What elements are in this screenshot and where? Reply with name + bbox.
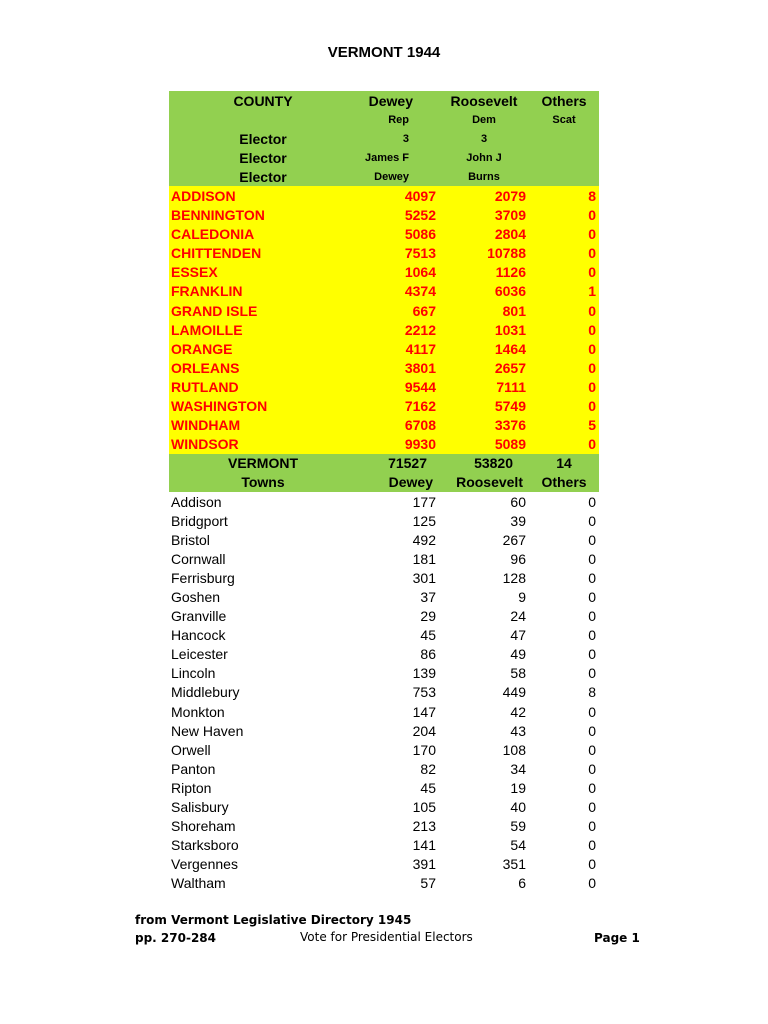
county-others-votes: 0 (588, 207, 596, 224)
county-row (169, 225, 599, 244)
county-row (169, 416, 599, 435)
county-dewey-votes: 3801 (404, 359, 436, 376)
county-name: ORANGE (171, 340, 233, 357)
county-roosevelt-votes: 7111 (496, 378, 526, 395)
town-row (169, 549, 599, 568)
county-others-votes: 0 (588, 378, 596, 395)
roosevelt-column-header: Roosevelt (450, 92, 518, 109)
county-others-votes: 0 (588, 340, 596, 357)
county-others-votes: 0 (588, 302, 596, 319)
footer-caption: Vote for Presidential Electors (300, 930, 473, 944)
town-row (169, 740, 599, 759)
town-row (169, 778, 599, 797)
county-name: ORLEANS (171, 359, 240, 376)
state-total-row (169, 454, 599, 473)
town-name: Waltham (171, 875, 226, 892)
dewey-first-name: James F (364, 151, 409, 164)
town-others-votes: 0 (588, 760, 596, 777)
town-others-votes: 0 (588, 856, 596, 873)
towns-others-header: Others (541, 474, 587, 491)
county-name: LAMOILLE (171, 321, 243, 338)
county-name: WASHINGTON (171, 398, 268, 415)
town-name: New Haven (171, 722, 244, 739)
county-dewey-votes: 1064 (404, 264, 436, 281)
town-others-votes: 0 (588, 703, 596, 720)
town-rows (169, 492, 599, 893)
total-roosevelt: 53820 (474, 455, 513, 472)
town-others-votes: 0 (588, 493, 596, 510)
town-others-votes: 0 (588, 512, 596, 529)
dewey-party: Rep (388, 113, 409, 126)
county-row (169, 435, 599, 454)
town-row (169, 817, 599, 836)
town-dewey-votes: 139 (412, 665, 436, 682)
town-dewey-votes: 177 (412, 493, 436, 510)
town-row (169, 664, 599, 683)
town-others-votes: 0 (588, 569, 596, 586)
county-others-votes: 0 (588, 264, 596, 281)
county-name: GRAND ISLE (171, 302, 258, 319)
town-name: Salisbury (171, 799, 229, 816)
town-roosevelt-votes: 128 (502, 569, 526, 586)
county-dewey-votes: 4374 (404, 283, 436, 300)
county-others-votes: 5 (588, 417, 596, 434)
town-others-votes: 0 (588, 550, 596, 567)
town-dewey-votes: 45 (420, 627, 436, 644)
town-others-votes: 0 (588, 779, 596, 796)
county-roosevelt-votes: 1031 (494, 321, 526, 338)
town-dewey-votes: 45 (420, 779, 436, 796)
elector-row (169, 129, 599, 148)
elector-label: Elector (239, 130, 287, 147)
county-roosevelt-votes: 2804 (494, 226, 526, 243)
county-others-votes: 1 (588, 283, 596, 300)
town-name: Hancock (171, 627, 226, 644)
town-others-votes: 0 (588, 665, 596, 682)
town-name: Shoreham (171, 818, 236, 835)
others-column-header: Others (541, 92, 587, 109)
county-roosevelt-votes: 1464 (494, 340, 526, 357)
town-row (169, 702, 599, 721)
town-roosevelt-votes: 58 (510, 665, 526, 682)
town-roosevelt-votes: 59 (510, 818, 526, 835)
town-row (169, 626, 599, 645)
dewey-column-header: Dewey (368, 92, 413, 109)
town-others-votes: 0 (588, 531, 596, 548)
town-row (169, 721, 599, 740)
county-dewey-votes: 9930 (404, 436, 436, 453)
town-roosevelt-votes: 6 (518, 875, 526, 892)
county-roosevelt-votes: 6036 (494, 283, 526, 300)
town-name: Orwell (171, 741, 211, 758)
county-dewey-votes: 5086 (404, 226, 436, 243)
town-row (169, 492, 599, 511)
county-rows (169, 186, 599, 453)
county-row (169, 206, 599, 225)
town-name: Leicester (171, 646, 228, 663)
county-others-votes: 0 (588, 245, 596, 262)
town-roosevelt-votes: 449 (502, 684, 526, 701)
header-row (169, 91, 599, 110)
town-roosevelt-votes: 108 (502, 741, 526, 758)
roosevelt-party: Dem (472, 113, 496, 126)
town-others-votes: 0 (588, 875, 596, 892)
county-roosevelt-votes: 3376 (494, 417, 526, 434)
total-label: VERMONT (228, 455, 298, 472)
town-row (169, 568, 599, 587)
town-dewey-votes: 86 (420, 646, 436, 663)
county-others-votes: 0 (588, 359, 596, 376)
county-name: ADDISON (171, 188, 236, 205)
county-name: BENNINGTON (171, 207, 265, 224)
town-name: Goshen (171, 588, 221, 605)
page-title: VERMONT 1944 (327, 44, 441, 61)
town-row (169, 836, 599, 855)
county-others-votes: 0 (588, 321, 596, 338)
town-dewey-votes: 82 (420, 760, 436, 777)
town-name: Monkton (171, 703, 225, 720)
town-others-votes: 0 (588, 627, 596, 644)
town-row (169, 874, 599, 893)
town-name: Ripton (171, 779, 212, 796)
county-roosevelt-votes: 2079 (494, 188, 526, 205)
total-others: 14 (556, 455, 572, 472)
results-table (169, 91, 599, 893)
county-row (169, 186, 599, 205)
town-dewey-votes: 753 (412, 684, 436, 701)
party-row (169, 110, 599, 129)
town-others-votes: 8 (588, 684, 596, 701)
county-roosevelt-votes: 2657 (494, 359, 526, 376)
towns-column-header: Towns (241, 474, 285, 491)
town-roosevelt-votes: 40 (510, 799, 526, 816)
elector-row (169, 167, 599, 186)
town-roosevelt-votes: 60 (510, 493, 526, 510)
county-dewey-votes: 4097 (404, 188, 436, 205)
town-roosevelt-votes: 351 (502, 856, 526, 873)
county-dewey-votes: 7162 (404, 398, 436, 415)
town-roosevelt-votes: 267 (502, 531, 526, 548)
county-dewey-votes: 667 (412, 302, 436, 319)
county-name: RUTLAND (171, 378, 239, 395)
town-dewey-votes: 37 (420, 588, 436, 605)
town-row (169, 530, 599, 549)
town-row (169, 797, 599, 816)
town-name: Panton (171, 760, 216, 777)
town-roosevelt-votes: 47 (510, 627, 526, 644)
town-roosevelt-votes: 54 (510, 837, 526, 854)
town-others-votes: 0 (588, 722, 596, 739)
county-roosevelt-votes: 1126 (495, 264, 526, 281)
town-name: Granville (171, 608, 227, 625)
towns-dewey-header: Dewey (388, 474, 433, 491)
county-roosevelt-votes: 3709 (494, 207, 526, 224)
county-row (169, 377, 599, 396)
town-row (169, 855, 599, 874)
town-others-votes: 0 (588, 608, 596, 625)
town-dewey-votes: 147 (412, 703, 436, 720)
county-dewey-votes: 2212 (404, 321, 436, 338)
county-dewey-votes: 6708 (404, 417, 436, 434)
town-name: Starksboro (171, 837, 239, 854)
county-dewey-votes: 7513 (404, 245, 436, 262)
county-others-votes: 8 (588, 188, 596, 205)
county-row (169, 320, 599, 339)
county-name: FRANKLIN (171, 283, 243, 300)
source-note: from Vermont Legislative Directory 1945 (135, 913, 412, 927)
town-roosevelt-votes: 42 (510, 703, 526, 720)
town-name: Addison (171, 493, 222, 510)
town-roosevelt-votes: 24 (510, 608, 526, 625)
town-name: Vergennes (171, 856, 238, 873)
town-row (169, 511, 599, 530)
county-row (169, 244, 599, 263)
county-roosevelt-votes: 5749 (494, 398, 526, 415)
county-name: CHITTENDEN (171, 245, 262, 262)
dewey-last-name: Dewey (374, 170, 409, 183)
roosevelt-first-name: John J (466, 151, 502, 164)
roosevelt-electors: 3 (480, 132, 488, 145)
page-number: Page 1 (594, 931, 640, 945)
town-dewey-votes: 204 (412, 722, 436, 739)
county-others-votes: 0 (588, 436, 596, 453)
town-others-votes: 0 (588, 588, 596, 605)
town-roosevelt-votes: 19 (510, 779, 526, 796)
elector-label: Elector (239, 149, 287, 166)
town-name: Lincoln (171, 665, 216, 682)
town-roosevelt-votes: 43 (510, 722, 526, 739)
town-name: Bristol (171, 531, 210, 548)
town-name: Bridgport (171, 512, 228, 529)
town-dewey-votes: 141 (412, 837, 436, 854)
town-dewey-votes: 181 (412, 550, 436, 567)
county-others-votes: 0 (588, 226, 596, 243)
town-others-votes: 0 (588, 818, 596, 835)
county-row (169, 358, 599, 377)
county-others-votes: 0 (588, 398, 596, 415)
town-dewey-votes: 391 (412, 856, 436, 873)
town-dewey-votes: 105 (412, 799, 436, 816)
county-dewey-votes: 9544 (404, 378, 436, 395)
town-dewey-votes: 29 (420, 608, 436, 625)
town-dewey-votes: 492 (412, 531, 436, 548)
dewey-electors: 3 (402, 132, 409, 145)
town-row (169, 759, 599, 778)
county-name: ESSEX (171, 264, 218, 281)
town-others-votes: 0 (588, 741, 596, 758)
town-row (169, 645, 599, 664)
county-name: WINDHAM (171, 417, 241, 434)
town-roosevelt-votes: 96 (510, 550, 526, 567)
town-roosevelt-votes: 34 (510, 760, 526, 777)
town-dewey-votes: 213 (412, 818, 436, 835)
town-dewey-votes: 57 (420, 875, 436, 892)
town-name: Middlebury (171, 684, 240, 701)
town-dewey-votes: 301 (412, 569, 436, 586)
elector-label: Elector (239, 168, 287, 185)
town-dewey-votes: 125 (412, 512, 436, 529)
county-roosevelt-votes: 5089 (494, 436, 526, 453)
county-dewey-votes: 5252 (404, 207, 436, 224)
county-name: CALEDONIA (171, 226, 255, 243)
county-name: WINDSOR (171, 436, 239, 453)
total-dewey: 71527 (388, 455, 427, 472)
page-range: pp. 270-284 (135, 931, 216, 945)
elector-row (169, 148, 599, 167)
county-roosevelt-votes: 801 (502, 302, 526, 319)
county-dewey-votes: 4117 (405, 340, 436, 357)
county-row (169, 282, 599, 301)
town-row (169, 683, 599, 702)
town-roosevelt-votes: 39 (510, 512, 526, 529)
town-row (169, 587, 599, 606)
town-others-votes: 0 (588, 646, 596, 663)
county-roosevelt-votes: 10788 (487, 245, 526, 262)
roosevelt-last-name: Burns (468, 170, 500, 183)
town-roosevelt-votes: 49 (510, 646, 526, 663)
town-others-votes: 0 (588, 837, 596, 854)
county-row (169, 397, 599, 416)
county-column-header: COUNTY (233, 92, 293, 109)
towns-roosevelt-header: Roosevelt (456, 474, 523, 491)
town-others-votes: 0 (588, 799, 596, 816)
others-party: Scat (552, 113, 576, 126)
town-dewey-votes: 170 (412, 741, 436, 758)
town-name: Ferrisburg (171, 569, 235, 586)
town-row (169, 607, 599, 626)
town-roosevelt-votes: 9 (518, 588, 526, 605)
county-row (169, 263, 599, 282)
towns-header-row (169, 473, 599, 492)
town-name: Cornwall (171, 550, 226, 567)
county-row (169, 339, 599, 358)
county-row (169, 301, 599, 320)
